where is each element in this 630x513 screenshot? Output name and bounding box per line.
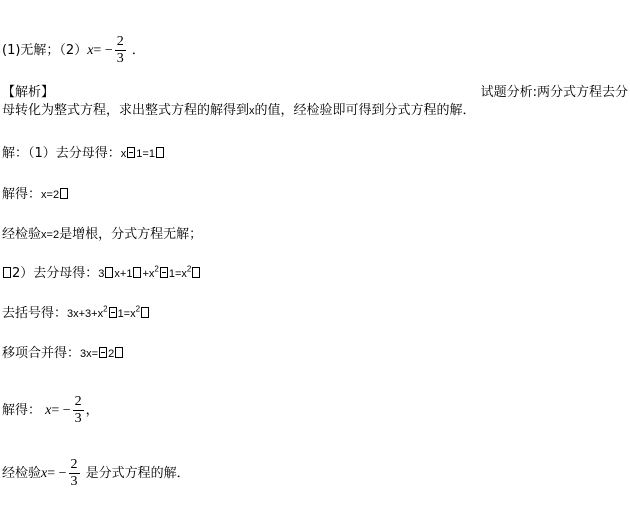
answer-fraction (115, 34, 126, 67)
analysis-header: 【解析】 (2, 85, 55, 100)
step6-a: 3x= (80, 348, 99, 360)
step5-a: 3x+3+x (67, 308, 104, 320)
analysis-right-text: 试题分析:两分式方程去分 (480, 85, 628, 100)
answer-var: x (87, 43, 94, 58)
step2-eq: x=2 (41, 189, 60, 201)
superscript-2: 2 (186, 264, 192, 274)
step8-denominator: 3 (70, 474, 78, 489)
step7-fraction (73, 394, 84, 427)
answer-denominator: 3 (116, 51, 124, 66)
placeholder-box (105, 267, 113, 278)
step2-label: 解得： (2, 187, 42, 202)
step4-b: x+1 (114, 268, 133, 280)
placeholder-box (109, 307, 117, 318)
step1-b: 1=1 (136, 148, 155, 160)
step1-label: 解：（1）去分母得： (2, 146, 121, 161)
placeholder-box (99, 347, 107, 358)
step7-numerator: 2 (74, 394, 82, 409)
analysis-line2-pre: 母转化为整式方程，求出整式方程的解得到 (2, 103, 250, 118)
step6-b: 2 (108, 348, 115, 360)
step7-label: 解得： (2, 403, 42, 418)
step4-d: 1=x (168, 268, 187, 280)
step4-label: 2）去分母得： (12, 266, 99, 281)
placeholder-box (3, 267, 11, 278)
step7-denominator: 3 (74, 411, 82, 426)
answer-part2: （2） (59, 43, 88, 58)
analysis-line2-post: 的值，经检验即可得到分式方程的解． (254, 103, 476, 118)
step7-end: ， (85, 403, 99, 418)
answer-eq: = − (93, 43, 113, 58)
placeholder-box (133, 267, 141, 278)
answer-end: ． (131, 43, 145, 58)
placeholder-box (141, 307, 149, 318)
step7 (2, 394, 99, 427)
analysis-line2 (2, 103, 476, 119)
step8-var: x (41, 466, 48, 481)
step2 (2, 187, 69, 203)
step8-numerator: 2 (70, 457, 78, 472)
step8 (2, 457, 190, 490)
placeholder-box (60, 188, 68, 199)
step3-pre: 经检验 (2, 227, 42, 242)
step5 (2, 306, 150, 322)
step6 (2, 346, 124, 362)
step4-a: 3 (98, 268, 105, 280)
placeholder-box (115, 347, 123, 358)
placeholder-box (192, 267, 200, 278)
step3 (2, 227, 202, 243)
superscript-2: 2 (154, 264, 159, 274)
placeholder-box (160, 267, 168, 278)
step1-a: x (120, 148, 127, 160)
step5-label: 去括号得： (2, 306, 68, 321)
step7-var: x (45, 403, 52, 418)
superscript-2: 2 (103, 304, 108, 314)
answer-line (2, 34, 145, 67)
step8-fraction (69, 457, 80, 490)
step7-eq: = − (51, 403, 71, 418)
step8-pre: 经检验 (2, 466, 42, 481)
step8-eq: = − (47, 466, 67, 481)
answer-numerator: 2 (116, 34, 124, 49)
step4 (2, 266, 201, 282)
step6-label: 移项合并得： (2, 346, 81, 361)
step3-x: x=2 (41, 229, 60, 241)
superscript-2: 2 (135, 304, 141, 314)
analysis-line2-x: x (249, 105, 255, 117)
step8-post: 是分式方程的解． (85, 466, 190, 481)
step4-c: +x (142, 268, 155, 280)
step3-post: 是增根，分式方程无解； (59, 227, 203, 242)
answer-part1: (1)无解； (2, 43, 60, 58)
placeholder-box (156, 147, 164, 158)
placeholder-box (127, 147, 135, 158)
step5-b: 1=x (117, 308, 136, 320)
step1 (2, 146, 165, 162)
